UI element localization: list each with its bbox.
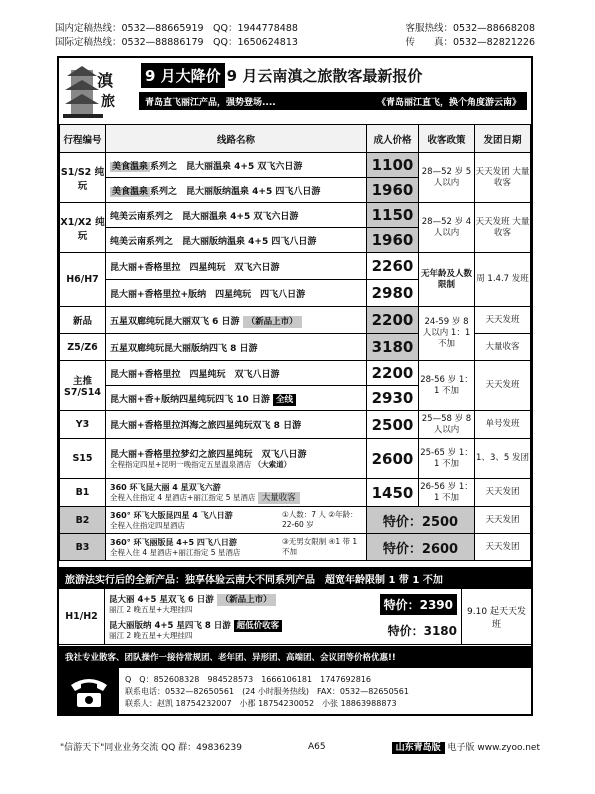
table-row	[60, 479, 531, 507]
row-policy: 24-59 岁 8 人以内 1：1 不加	[419, 307, 475, 361]
special-price: 特价：3180	[387, 623, 457, 638]
col-code: 行程编号	[60, 125, 106, 153]
row-route: 昆大丽+香格里拉 四星纯玩 双飞六日游	[106, 253, 367, 280]
row-code: Z5/Z6	[60, 334, 106, 361]
row-departure: 天天发团	[475, 507, 531, 534]
route-text: 系列之 昆大丽温泉 4+5 双飞六日游	[146, 211, 299, 222]
row-code: S15	[60, 439, 106, 479]
row-departure: 大量收客	[475, 334, 531, 361]
footer-qq-group: "信游天下"同业业务交流 QQ 群：49836239	[60, 743, 242, 753]
new-products-block	[59, 589, 531, 645]
contact-people: 联系人：赵凯 18754232007 小郡 18754230052 小张 18863988873	[125, 699, 397, 708]
row-route	[106, 228, 367, 253]
route-condition: ①人数：7 人 ②年龄：22-60 岁	[282, 509, 358, 529]
row-code: B2	[60, 507, 106, 534]
svg-text:旅: 旅	[101, 94, 115, 110]
row-departure: 天天发团	[475, 534, 531, 561]
row-price: 1450	[367, 479, 419, 507]
route-text: 昆大丽+香格里拉梦幻之旅四星纯玩 双飞八日游	[110, 450, 307, 460]
new-product-2	[109, 617, 457, 643]
route-text: 五星双廊纯玩昆大丽双飞 6 日游	[110, 316, 240, 327]
row-price: 1960	[367, 228, 419, 253]
route-small: 全程入住指定 4 星酒店+丽江指定 5 星酒店	[110, 493, 256, 502]
table-row	[60, 203, 531, 228]
row-route	[106, 479, 367, 507]
row-policy: 28-56 岁 1：1 不加	[419, 361, 475, 411]
new-products-bar: 旅游法实行后的全新产品：独享体验云南大不同系列产品 超宽年龄限制 1 带 1 不加	[59, 567, 531, 589]
route-text: 360° 环飞丽版昆 4+5 四飞八日游	[110, 537, 237, 547]
new-product-1	[109, 591, 457, 617]
row-departure: 天天发团	[475, 479, 531, 507]
route-text: 昆大丽版纳 4+5 星四飞 8 日游	[109, 621, 231, 631]
row-departure: 9.10 起天天发班	[461, 589, 531, 644]
contact-qq: Q Q：852608328 984528573 1666106181 1747692816	[125, 675, 372, 684]
route-text: 系列之 昆大丽版纳温泉 4+5 四飞八日游	[150, 186, 321, 197]
route-text: 昆大丽+香+版纳四星纯玩四飞 10 日游	[110, 394, 270, 405]
col-policy: 收客政策	[419, 125, 475, 153]
table-row	[60, 253, 531, 280]
route-note	[110, 493, 362, 503]
new-product-tag: （新品上市）	[243, 316, 302, 328]
row-departure: 天天发班	[475, 307, 531, 334]
row-route	[106, 386, 367, 411]
row-price: 2260	[367, 253, 419, 280]
route-highlight: 美食温泉	[112, 161, 149, 172]
row-price: 特价：2600	[367, 534, 475, 561]
row-route	[106, 178, 367, 203]
sale-badge: 9 月大降价	[141, 63, 225, 88]
row-departure: 天天发班	[475, 361, 531, 411]
row-policy: 28—52 岁 5 人以内	[419, 153, 475, 203]
row-departure: 1、3、5 发团	[475, 439, 531, 479]
cable-car-tag: （大索道）	[253, 460, 292, 469]
row-route	[106, 153, 367, 178]
footer-edition	[392, 740, 540, 753]
row-departure: 周 1.4.7 发班	[475, 253, 531, 307]
contact-block	[59, 668, 531, 716]
service-bar: 我社专业散客、团队操作一接待常规团、老年团、异形团、高端团、会议团等价格优惠!!	[59, 646, 531, 668]
row-price: 2980	[367, 280, 419, 307]
row-route: 昆大丽+香格里拉+版纳 四星纯玩 四飞八日游	[106, 280, 367, 307]
price-sheet	[57, 56, 533, 716]
table-row	[60, 153, 531, 178]
row-price: 2500	[367, 411, 419, 439]
row-route: 昆大丽+香格里拉洱海之旅四星纯玩双飞 8 日游	[106, 411, 367, 439]
logo	[63, 62, 133, 120]
col-route: 线路名称	[106, 125, 367, 153]
row-code: B1	[60, 479, 106, 507]
row-code: H1/H2	[59, 589, 105, 644]
table-row	[60, 361, 531, 386]
row-price: 特价：2500	[367, 507, 475, 534]
route-text: 系列之 昆大丽温泉 4+5 双飞六日游	[150, 161, 303, 172]
page-footer	[60, 740, 540, 753]
row-price: 1100	[367, 153, 419, 178]
row-route	[106, 534, 367, 561]
subline-bar	[139, 92, 527, 110]
row-departure: 天天发班 大量收客	[475, 203, 531, 253]
row-price: 1960	[367, 178, 419, 203]
row-code: Y3	[60, 411, 106, 439]
bulk-tag: 大量收客	[258, 492, 300, 504]
route-text: 昆大丽 4+5 星双飞 6 日游	[109, 595, 214, 605]
price-table	[59, 124, 531, 561]
site-url: 电子版 www.zyoo.net	[447, 743, 540, 753]
edition-tag: 山东青岛版	[392, 742, 445, 754]
contact-lines	[119, 674, 409, 710]
row-route	[106, 507, 367, 534]
row-route	[106, 307, 367, 334]
route-text: 360 环飞昆大丽 4 星双飞六游	[110, 483, 221, 492]
new-product-tag: （新品上市）	[217, 594, 276, 606]
row-policy: 无年龄及人数限制	[419, 253, 475, 307]
full-line-tag: 全线	[273, 394, 296, 406]
row-route	[106, 203, 367, 228]
route-text: 360° 环飞大版昆四星 4 飞八日游	[110, 510, 233, 520]
row-price: 1150	[367, 203, 419, 228]
row-code: X1/X2 纯玩	[60, 203, 106, 253]
route-highlight: 纯美云南	[110, 211, 147, 222]
headline	[141, 62, 527, 88]
row-price: 2200	[367, 361, 419, 386]
col-departure: 发团日期	[475, 125, 531, 153]
row-price: 2930	[367, 386, 419, 411]
international-hotline: 国际定稿热线：0532—88886179 QQ：1650624813	[55, 37, 298, 48]
route-small: 全程指定四星+昆明一晚指定五星温泉酒店	[110, 460, 252, 469]
row-departure: 单号发班	[475, 411, 531, 439]
row-price: 2600	[367, 439, 419, 479]
route-text: 系列之 昆大丽版纳温泉 4+5 四飞八日游	[146, 236, 317, 247]
row-route: 五星双廊纯玩昆大丽版纳四飞 8 日游	[106, 334, 367, 361]
subline-left: 青岛直飞丽江产品，强势登场....	[145, 97, 276, 108]
svg-text:滇: 滇	[97, 71, 114, 90]
row-policy: 25—58 岁 8 人以内	[419, 411, 475, 439]
table-row	[60, 534, 531, 561]
route-condition: ③无男女限制 ④1 带 1 不加	[282, 536, 358, 556]
row-route: 昆大丽+香格里拉 四星纯玩 双飞八日游	[106, 361, 367, 386]
contact-phone: 联系电话：0532—82650561 (24 小时服务热线) FAX：0532—82650561	[125, 687, 409, 696]
row-code: S1/S2 纯玩	[60, 153, 106, 203]
row-code: H6/H7	[60, 253, 106, 307]
row-policy: 26-56 岁 1：1 不加	[419, 479, 475, 507]
row-policy: 28—52 岁 4 人以内	[419, 203, 475, 253]
domestic-hotline: 国内定稿热线：0532—88665919 QQ：1944778488	[55, 23, 298, 34]
table-row	[60, 307, 531, 334]
pagoda-icon	[63, 62, 133, 120]
route-small: 丽江 2 晚五星+大理挂四	[109, 631, 193, 640]
special-price: 特价：2390	[380, 594, 457, 615]
route-small: 全程入住指定四星酒店	[110, 520, 185, 530]
fax-line: 传 真：0532—82821226	[405, 37, 535, 48]
row-route	[106, 439, 367, 479]
page-number: A65	[307, 741, 326, 752]
route-small: 丽江 2 晚五星+大理挂四	[109, 605, 193, 614]
route-small: 全程入住 4 星酒店+丽江指定 5 星酒店	[110, 547, 241, 557]
row-code: B3	[60, 534, 106, 561]
row-policy: 25-65 岁 1：1 不加	[419, 439, 475, 479]
route-highlight: 美食温泉	[112, 186, 149, 197]
row-departure: 天天发团 大量收客	[475, 153, 531, 203]
row-price: 3180	[367, 334, 419, 361]
subline-right: 《青岛丽江直飞，换个角度游云南》	[376, 97, 521, 108]
table-header-row	[60, 125, 531, 153]
route-note	[110, 460, 362, 470]
headline-title: 9 月云南滇之旅散客最新报价	[226, 66, 423, 85]
route-highlight: 纯美云南	[110, 236, 147, 247]
row-price: 2200	[367, 307, 419, 334]
table-row	[60, 507, 531, 534]
col-price: 成人价格	[367, 125, 419, 153]
service-hotline: 客服热线：0532—88668208	[405, 23, 535, 34]
new-products-routes	[105, 589, 461, 644]
phone-icon	[59, 668, 119, 716]
table-row	[60, 439, 531, 479]
table-row	[60, 411, 531, 439]
row-code: 新品	[60, 307, 106, 334]
low-price-tag: 超低价收客	[234, 620, 283, 632]
hotline-header	[55, 22, 535, 50]
row-code: 主推 S7/S14	[60, 361, 106, 411]
